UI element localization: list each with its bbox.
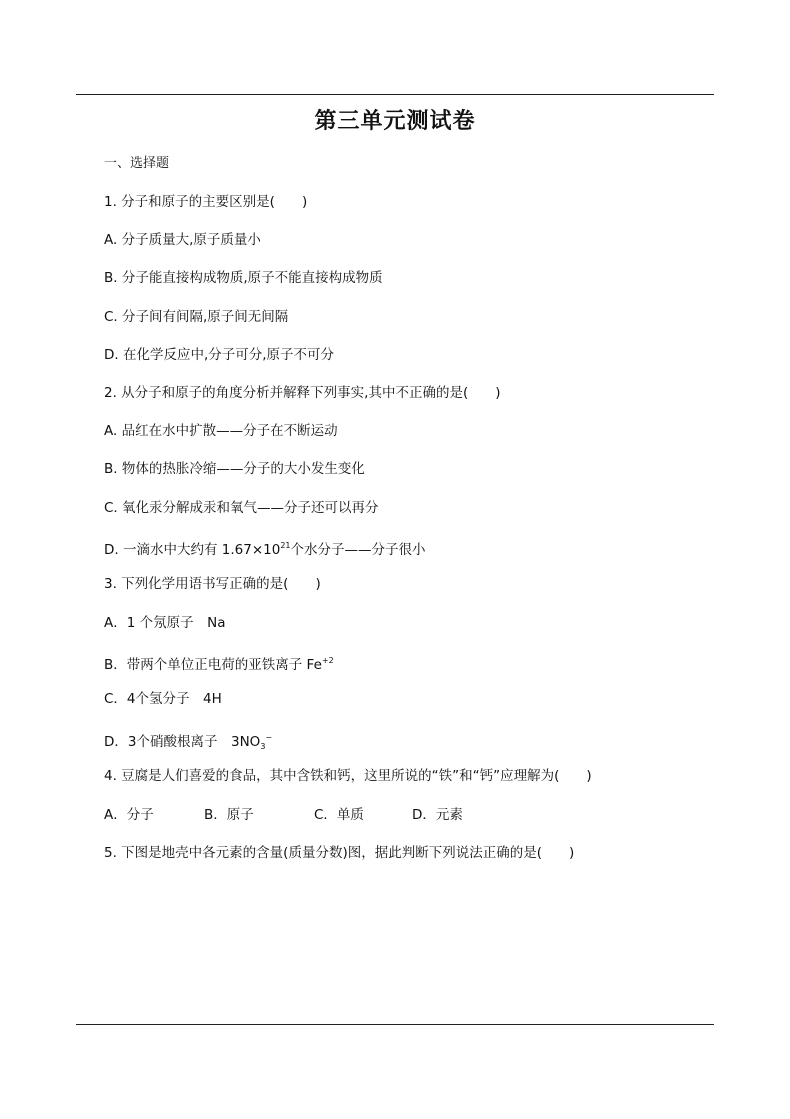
question-3-option-d [104, 728, 272, 757]
question-1-option-c: C. 分子间有间隔,原子间无间隔 [104, 309, 289, 325]
question-4-options [104, 805, 463, 825]
question-4-option-c: C．单质 [314, 807, 364, 823]
page-title: 第三单元测试卷 [314, 109, 476, 134]
question-1-option-d: D. 在化学反应中,分子可分,原子不可分 [104, 347, 335, 363]
subscript: 3 [260, 742, 266, 751]
question-3: 3. 下列化学用语书写正确的是( ) [104, 576, 321, 592]
question-4-option-d: D．元素 [412, 807, 463, 823]
question-2-option-d [104, 536, 426, 560]
question-4: 4. 豆腐是人们喜爱的食品，其中含铁和钙，这里所说的“铁”和“钙”应理解为( ) [104, 768, 592, 784]
option-text: 个水分子——分子很小 [290, 542, 426, 558]
question-2-option-a: A. 品红在水中扩散——分子在不断运动 [104, 423, 338, 439]
question-2-option-c: C. 氧化汞分解成汞和氧气——分子还可以再分 [104, 500, 379, 516]
option-text: D．3个硝酸根离子 3NO [104, 734, 261, 750]
superscript: 21 [280, 541, 291, 550]
question-1: 1. 分子和原子的主要区别是( ) [104, 194, 308, 210]
question-3-option-a: A．1 个氖原子 Na [104, 615, 226, 631]
question-1-option-a: A. 分子质量大,原子质量小 [104, 232, 261, 248]
question-4-option-a: A．分子 [104, 807, 154, 823]
question-5: 5. 下图是地壳中各元素的含量(质量分数)图，据此判断下列说法正确的是( ) [104, 845, 575, 861]
footer-rule [76, 1024, 714, 1025]
question-3-option-b [104, 651, 334, 675]
superscript: − [265, 733, 273, 742]
question-3-option-c: C．4个氢分子 4H [104, 691, 222, 707]
option-text: D. 一滴水中大约有 1.67×10 [104, 542, 281, 558]
question-4-option-b: B．原子 [204, 807, 254, 823]
header-rule [76, 94, 714, 95]
section-heading: 一、选择题 [104, 156, 170, 171]
question-2-option-b: B. 物体的热胀冷缩——分子的大小发生变化 [104, 461, 365, 477]
superscript: +2 [321, 656, 334, 665]
question-1-option-b: B. 分子能直接构成物质,原子不能直接构成物质 [104, 270, 383, 286]
question-2: 2. 从分子和原子的角度分析并解释下列事实,其中不正确的是( ) [104, 385, 501, 401]
option-text: B．带两个单位正电荷的亚铁离子 Fe [104, 657, 322, 673]
